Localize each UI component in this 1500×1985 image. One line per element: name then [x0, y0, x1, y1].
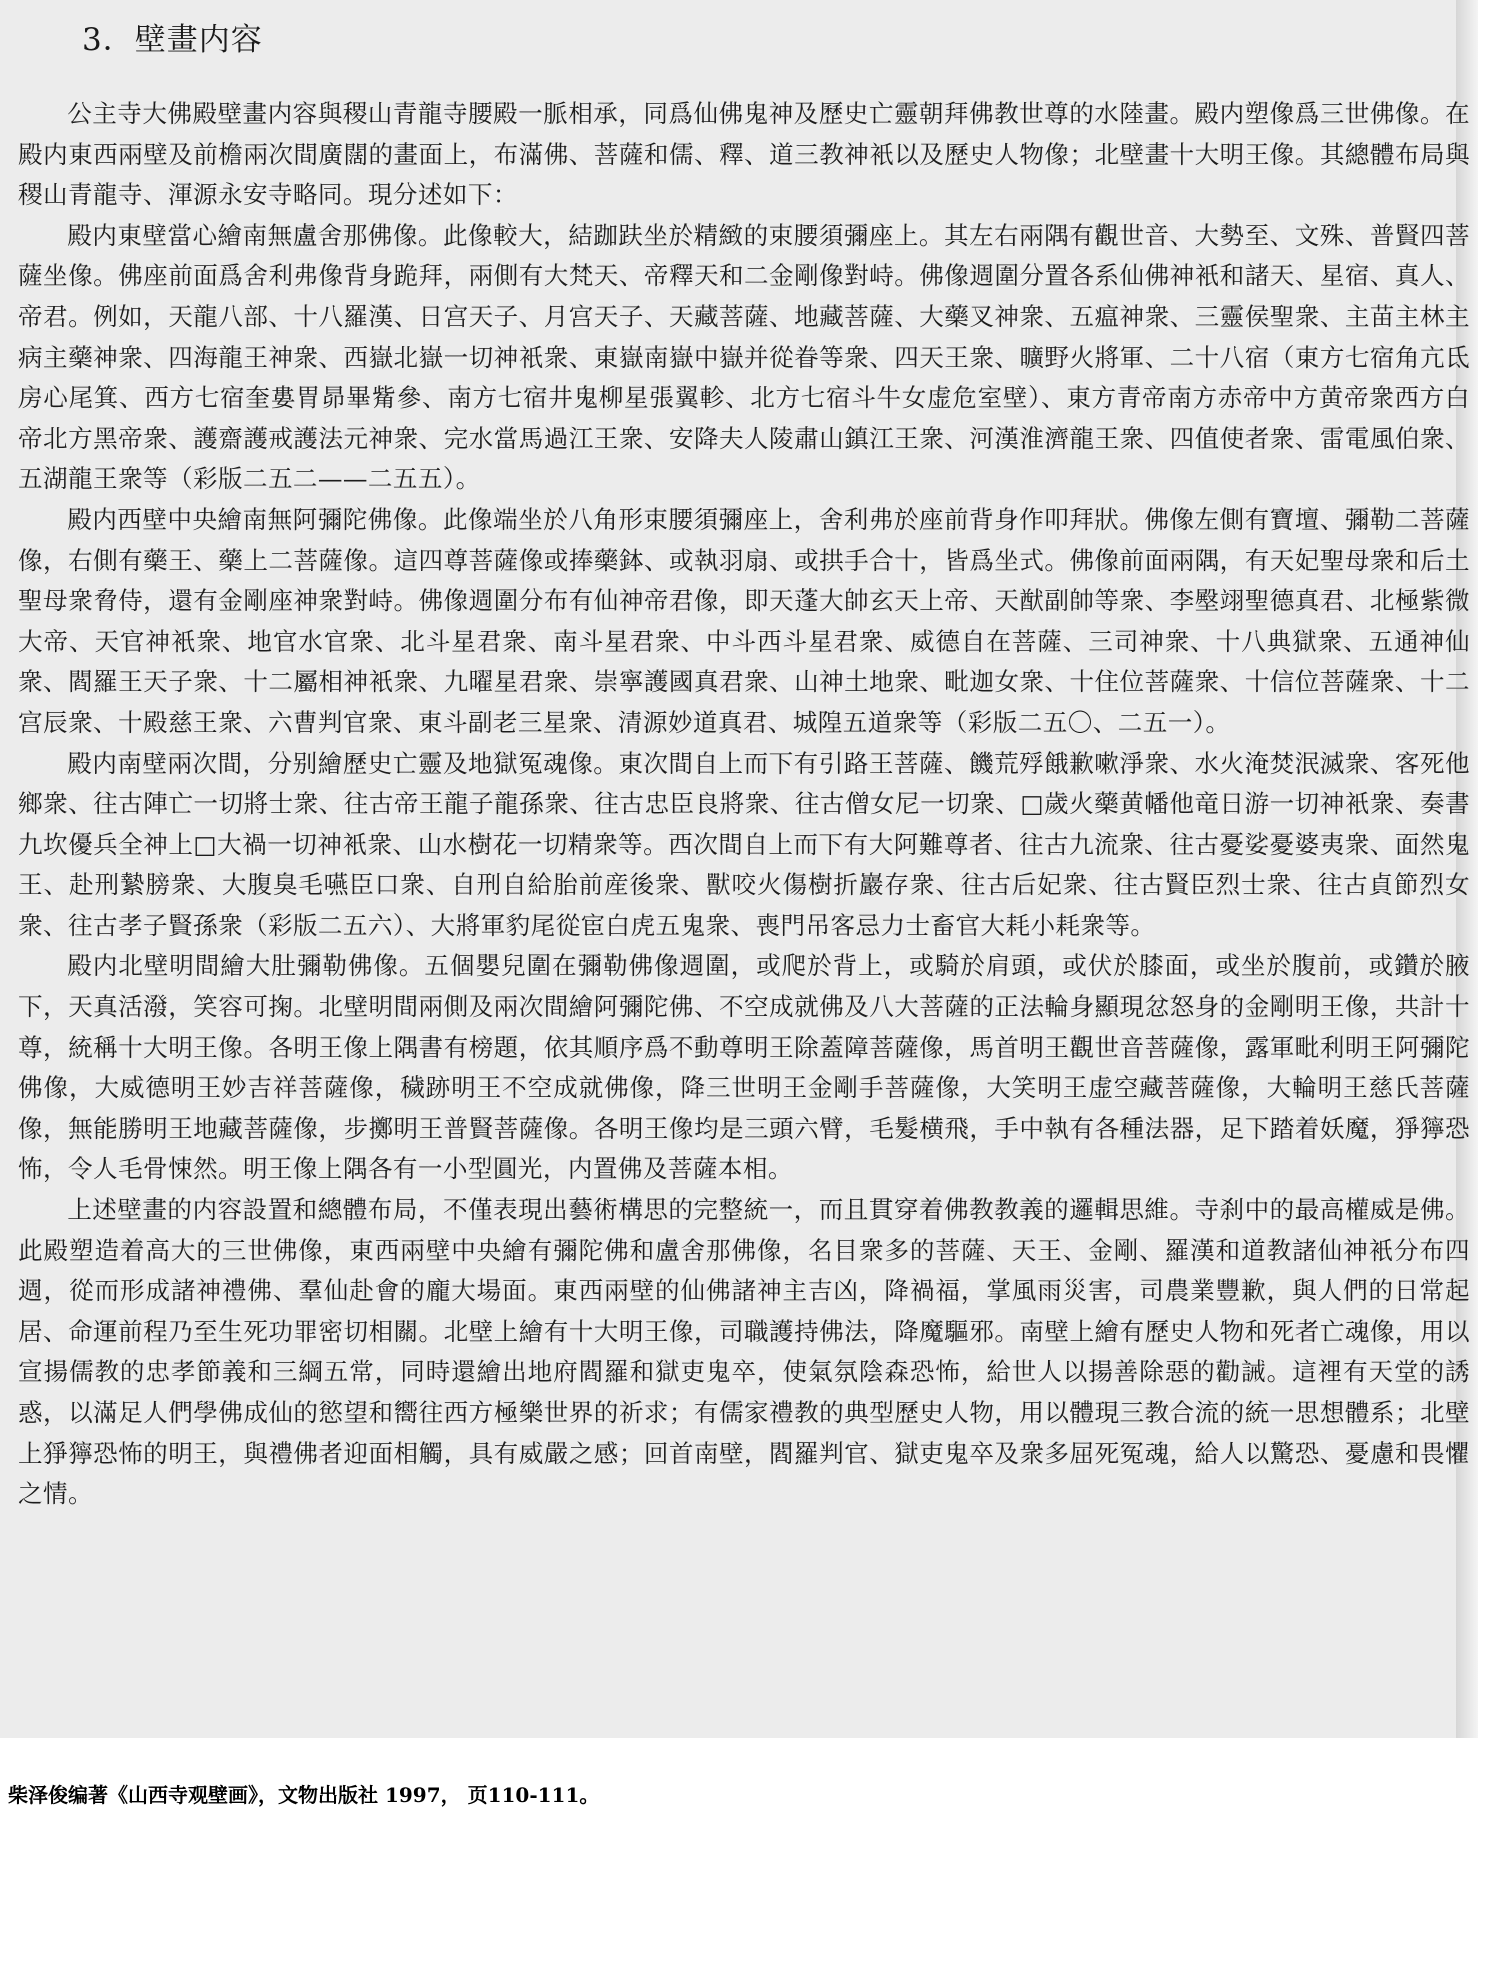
paragraph-east-wall: 殿内東壁當心繪南無盧舍那佛像。此像較大，結跏趺坐於精緻的束腰須彌座上。其左右兩隅有觀世音、大勢至、文殊、普賢四菩薩坐像。佛座前面爲舍利弗像背身跪拜，兩側有大梵天、帝釋天和二金剛像對峙。佛像週圍分置各系仙佛神衹和諸天、星宿、真人、帝君。例如，天龍八部、十八羅漢、日宫天子、月宫天子、天藏菩薩、地藏菩薩、大藥叉神衆、五瘟神衆、三靈侯聖衆、主苗主林主病主藥神衆、四海龍王神衆、西嶽北嶽一切神衹衆、東嶽南嶽中嶽并從眷等衆、四天王衆、曠野火將軍、二十八宿（東方七宿角亢氐房心尾箕、西方七宿奎婁胃昴畢觜參、南方七宿井鬼柳星張翼軫、北方七宿斗牛女虚危室壁）、東方青帝南方赤帝中方黄帝衆西方白帝北方黑帝衆、護齋護戒護法元神衆、完水當馬過江王衆、安降夫人陵肅山鎮江王衆、河漢淮濟龍王衆、四值使者衆、雷電風伯衆、五湖龍王衆等（彩版二五二——二五五）。	[18, 220, 1470, 494]
body-text	[18, 94, 1470, 1515]
paragraph-west-wall: 殿内西壁中央繪南無阿彌陀佛像。此像端坐於八角形束腰須彌座上，舍利弗於座前背身作叩拜狀。佛像左側有寶壇、彌勒二菩薩像，右側有藥王、藥上二菩薩像。這四尊菩薩像或捧藥鉢、或執羽扇、或拱手合十，皆爲坐式。佛像前面兩隅，有天妃聖母衆和后土聖母衆脅侍，還有金剛座神衆對峙。佛像週圍分布有仙神帝君像，即天蓬大帥玄天上帝、天猷副帥等衆、李壂翊聖德真君、北極紫微大帝、天官神衹衆、地官水官衆、北斗星君衆、南斗星君衆、中斗西斗星君衆、威德自在菩薩、三司神衆、十八典獄衆、五通神仙衆、閻羅王天子衆、十二屬相神衹衆、九曜星君衆、崇寧護國真君衆、山神土地衆、毗迦女衆、十住位菩薩衆、十信位菩薩衆、十二宫辰衆、十殿慈王衆、六曹判官衆、東斗副老三星衆、清源妙道真君、城隍五道衆等（彩版二五〇、二五一）。	[18, 504, 1470, 737]
paragraph-intro: 公主寺大佛殿壁畫内容與稷山青龍寺腰殿一脈相承，同爲仙佛鬼神及歷史亡靈朝拜佛教世尊的水陸畫。殿内塑像爲三世佛像。在殿内東西兩壁及前檐兩次間廣闊的畫面上，布滿佛、菩薩和儒、釋、道三教神衹以及歷史人物像；北壁畫十大明王像。其總體布局與稷山青龍寺、渾源永安寺略同。現分述如下：	[18, 99, 1470, 210]
paragraph-summary: 上述壁畫的内容設置和總體布局，不僅表現出藝術構思的完整統一，而且貫穿着佛教教義的邏輯思維。寺刹中的最高權威是佛。此殿塑造着高大的三世佛像，東西兩壁中央繪有彌陀佛和盧舍那佛像，名目衆多的菩薩、天王、金剛、羅漢和道教諸仙神衹分布四週，從而形成諸神禮佛、羣仙赴會的龐大場面。東西兩壁的仙佛諸神主吉凶，降禍福，掌風雨災害，司農業豐歉，與人們的日常起居、命運前程乃至生死功罪密切相關。北壁上繪有十大明王像，司職護持佛法，降魔驅邪。南壁上繪有歷史人物和死者亡魂像，用以宣揚儒教的忠孝節義和三綱五常，同時還繪出地府閻羅和獄吏鬼卒，使氣氛陰森恐怖，給世人以揚善除惡的勸誡。這裡有天堂的誘惑，以滿足人們學佛成仙的慾望和嚮往西方極樂世界的祈求；有儒家禮教的典型歷史人物，用以體現三教合流的統一思想體系；北壁上猙獰恐怖的明王，與禮佛者迎面相觸，具有威嚴之感；回首南壁，閻羅判官、獄吏鬼卒及衆多屈死冤魂，給人以驚恐、憂慮和畏懼之情。	[18, 1195, 1470, 1509]
paragraph-south-wall: 殿内南壁兩次間，分别繪歷史亡靈及地獄冤魂像。東次間自上而下有引路王菩薩、饑荒殍餓歉嗽淨衆、水火淹焚泯滅衆、客死他鄉衆、往古陣亡一切將士衆、往古帝王龍子龍孫衆、往古忠臣良將衆、往古僧女尼一切衆、□歲火藥黄幡他竜日游一切神衹衆、奏書九坎優兵全神上□大禍一切神衹衆、山水樹花一切精衆等。西次間自上而下有大阿難尊者、往古九流衆、往古憂娑憂婆夷衆、面然鬼王、赴刑縶膀衆、大腹臭毛嚥臣口衆、自刑自給胎前産後衆、獸咬火傷樹折巖存衆、往古后妃衆、往古賢臣烈士衆、往古貞節烈女衆、往古孝子賢孫衆（彩版二五六）、大將軍豹尾從宦白虎五鬼衆、喪門吊客忌力士畜官大耗小耗衆等。	[18, 748, 1470, 940]
paragraph-north-wall: 殿内北壁明間繪大肚彌勒佛像。五個嬰兒圍在彌勒佛像週圍，或爬於背上，或騎於肩頭，或伏於膝面，或坐於腹前，或鑽於腋下，天真活潑，笑容可掬。北壁明間兩側及兩次間繪阿彌陀佛、不空成就佛及八大菩薩的正法輪身顯現忿怒身的金剛明王像，共計十尊，統稱十大明王像。各明王像上隅書有榜題，依其順序爲不動尊明王除蓋障菩薩像，馬首明王觀世音菩薩像，露軍毗利明王阿彌陀佛像，大威德明王妙吉祥菩薩像，穢跡明王不空成就佛像，降三世明王金剛手菩薩像，大笑明王虚空藏菩薩像，大輪明王慈氏菩薩像，無能勝明王地藏菩薩像，步擲明王普賢菩薩像。各明王像均是三頭六臂，毛髮横飛，手中執有各種法器，足下踏着妖魔，猙獰恐怖，令人毛骨悚然。明王像上隅各有一小型圓光，内置佛及菩薩本相。	[18, 951, 1470, 1184]
section-heading: 3．壁畫内容	[82, 22, 263, 58]
source-citation: 柴泽俊编著《山西寺观壁画》，文物出版社 1997， 页110-111。	[8, 1783, 600, 1807]
